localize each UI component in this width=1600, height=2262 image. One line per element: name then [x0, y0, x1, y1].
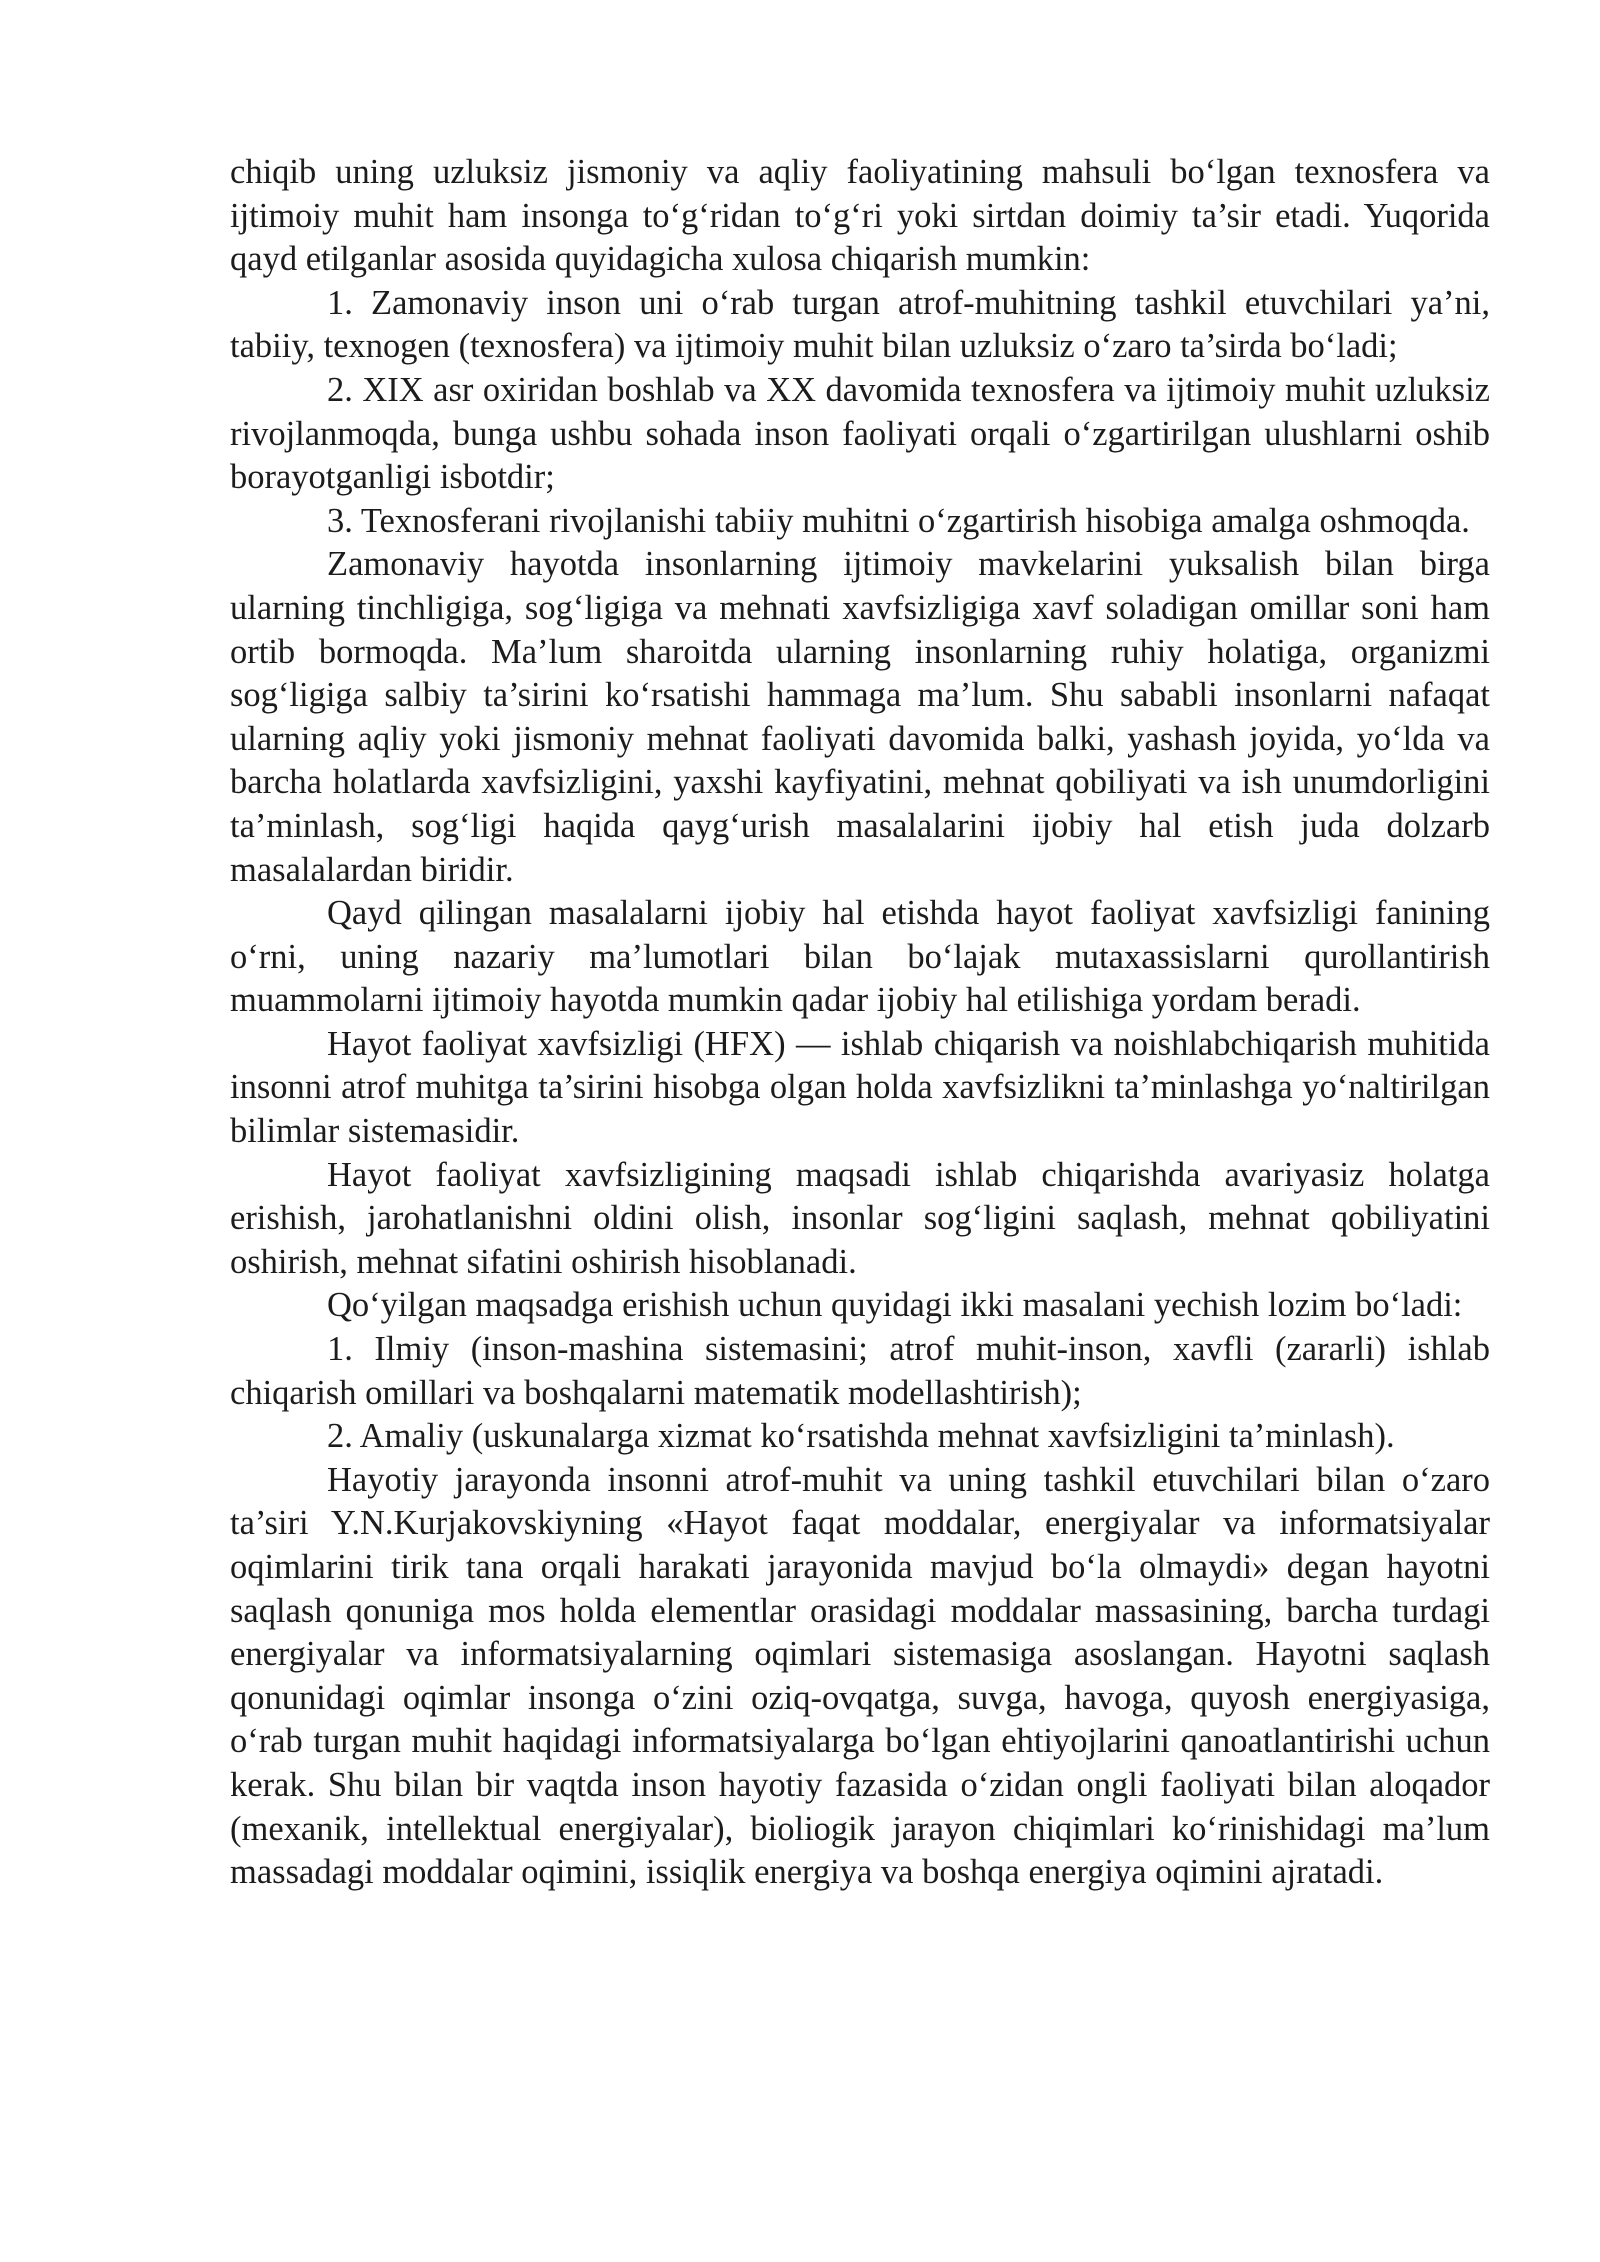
document-page: [230, 151, 1490, 1895]
paragraph: chiqib uning uzluksiz jismoniy va aqliy faoliyatining mahsuli bo‘lgan texnosfera va ijtimoiy muhit ham insonga to‘g‘ridan to‘g‘ri yoki sirtdan doimiy ta’sir etadi. Yuqorida qayd etilganlar asosida quyidagicha xulosa chiqarish mumkin:: [230, 153, 1490, 279]
paragraph-list-item: 1. Ilmiy (inson-mashina sistemasini; atrof muhit-inson, xavfli (zararli) ishlab chiqarish omillari va boshqalarni matematik modellashtirish);: [230, 1330, 1490, 1412]
paragraph: Qayd qilingan masalalarni ijobiy hal etishda hayot faoliyat xavfsizligi fanining o‘rni, uning nazariy ma’lumotlari bilan bo‘lajak mutaxassislarni qurollantirish muammolarni ijtimoiy hayotda mumkin qadar ijobiy hal etilishiga yordam beradi.: [230, 894, 1490, 1020]
paragraph-definition: Hayot faoliyat xavfsizligi (HFX) — ishlab chiqarish va noishlabchiqarish muhitida insonni atrof muhitga ta’sirini hisobga olgan holda xavfsizlikni ta’minlashga yo‘naltirilgan bilimlar sistemasidir.: [230, 1024, 1490, 1151]
paragraph: Qo‘yilgan maqsadga erishish uchun quyidagi ikki masalani yechish lozim bo‘ladi:: [327, 1286, 1463, 1325]
paragraph: Hayot faoliyat xavfsizligining maqsadi ishlab chiqarishda avariyasiz holatga erishish, jarohatlanishni oldini olish, insonlar sog‘ligini saqlash, mehnat qobiliyatini oshirish, mehnat sifatini oshirish hisoblanadi.: [230, 1155, 1490, 1281]
paragraph: Zamonaviy hayotda insonlarning ijtimoiy mavkelarini yuksalish bilan birga ularning tinchligiga, sog‘ligiga va mehnati xavfsizligiga xavf soladigan omillar soni ham ortib bormoqda. Ma’lum sharoitda ularning insonlarning ruhiy holatiga, organizmi sog‘ligiga salbiy ta’sirini ko‘rsatishi hammaga ma’lum. Shu sababli insonlarni nafaqat ularning aqliy yoki jismoniy mehnat faoliyati davomida balki, yashash joyida, yo‘lda va barcha holatlarda xavfsizligini, yaxshi kayfiyatini, mehnat qobiliyati va ish unumdorligini ta’minlash, sog‘ligi haqida qayg‘urish masalalarini ijobiy hal etish juda dolzarb masalalardan biridir.: [230, 545, 1490, 889]
paragraph: Hayotiy jarayonda insonni atrof-muhit va uning tashkil etuvchilari bilan o‘zaro ta’siri Y.N.Kurjakovskiyning «Hayot faqat moddalar, energiyalar va informatsiyalar oqimlarini tirik tana orqali harakati jarayonida mavjud bo‘la olmaydi» degan hayotni saqlash qonuniga mos holda elementlar orasidagi moddalar massasining, barcha turdagi energiyalar va informatsiyalarning oqimlari sistemasiga asoslangan. Hayotni saqlash qonunidagi oqimlar insonga o‘zini oziq-ovqatga, suvga, havoga, quyosh energiyasiga, o‘rab turgan muhit haqidagi informatsiyalarga bo‘lgan ehtiyojlarini qanoatlantirishi uchun kerak. Shu bilan bir vaqtda inson hayotiy fazasida o‘zidan ongli faoliyati bilan aloqador (mexanik, intellektual energiyalar), bioliogik jarayon chiqimlari ko‘rinishidagi ma’lum massadagi moddalar oqimini, issiqlik energiya va boshqa energiya oqimini ajratadi.: [230, 1460, 1490, 1892]
paragraph-list-item: 2. XIX asr oxiridan boshlab va XX davomida texnosfera va ijtimoiy muhit uzluksiz rivojlanmoqda, bunga ushbu sohada inson faoliyati orqali o‘zgartirilgan ulushlarni oshib borayotganligi isbotdir;: [230, 370, 1490, 497]
paragraph-list-item: 2. Amaliy (uskunalarga xizmat ko‘rsatishda mehnat xavfsizligini ta’minlash).: [327, 1417, 1395, 1456]
paragraph-list-item: 3. Texnosferani rivojlanishi tabiiy muhitni o‘zgartirish hisobiga amalga oshmoqda.: [327, 501, 1470, 540]
paragraph-list-item: 1. Zamonaviy inson uni o‘rab turgan atrof-muhitning tashkil etuvchilari ya’ni, tabiiy, texnogen (texnosfera) va ijtimoiy muhit bilan uzluksiz o‘zaro ta’sirda bo‘ladi;: [230, 283, 1490, 366]
